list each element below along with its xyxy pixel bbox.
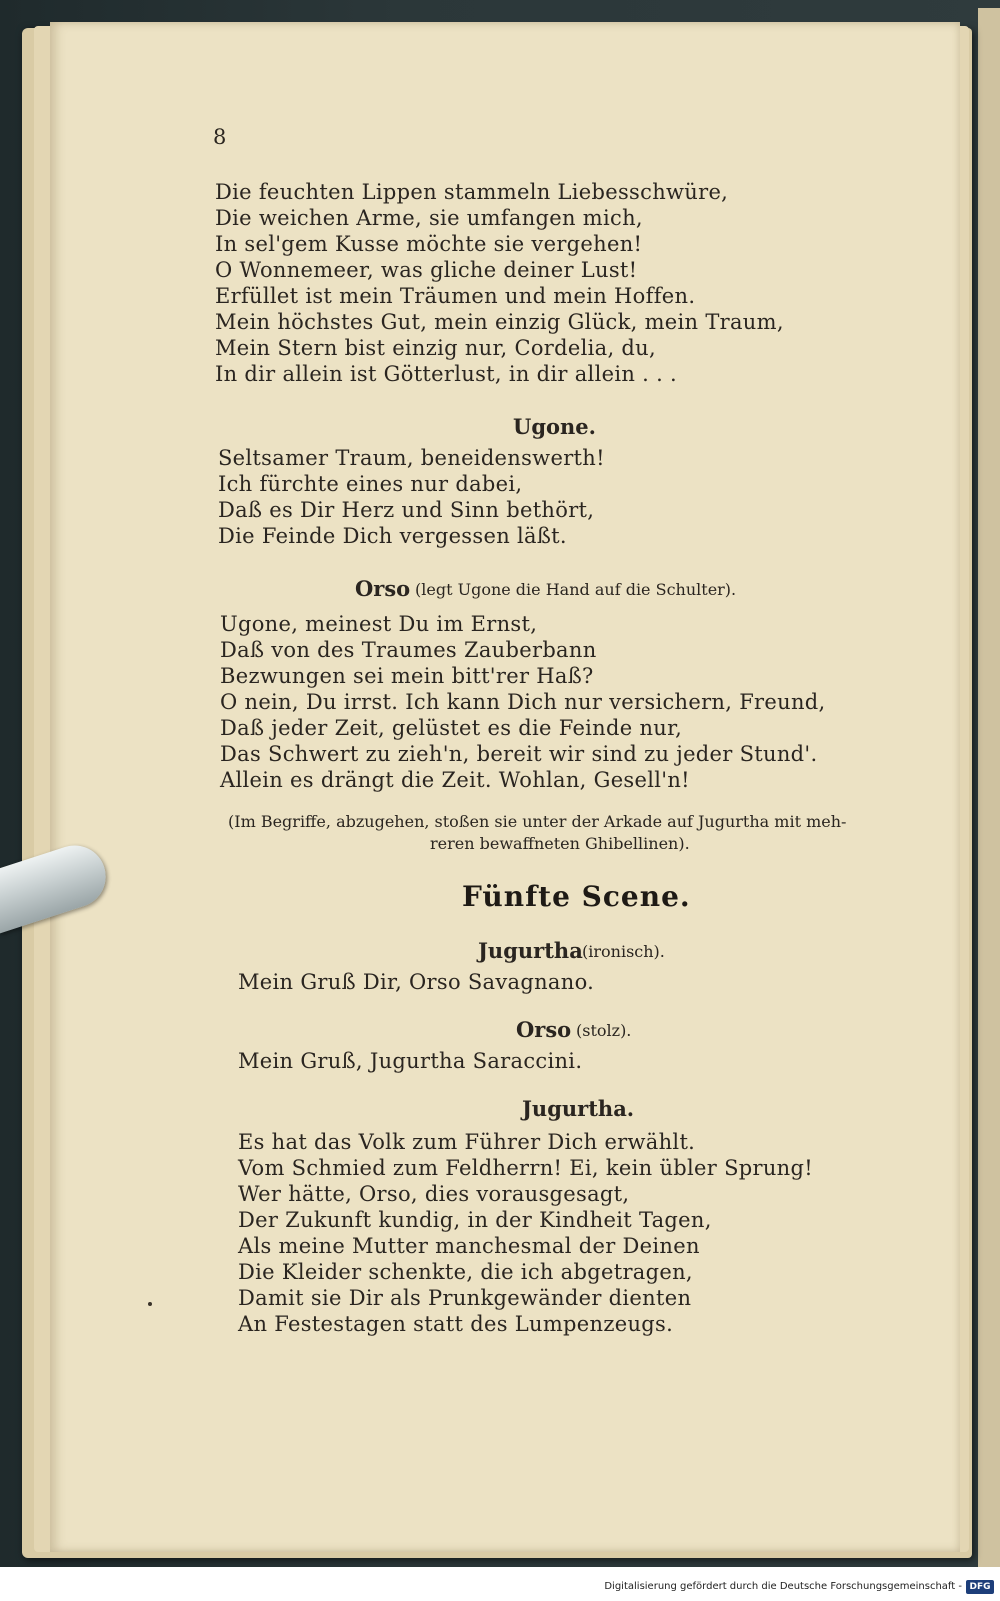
right-page-edge [978,8,1000,1568]
verse-line: Der Zukunft kundig, in der Kindheit Tagen, [238,1208,712,1232]
stage-direction: (legt Ugone die Hand auf die Schulter). [415,580,737,599]
verse-line: Die Feinde Dich vergessen läßt. [218,524,567,548]
verse-line: In dir allein ist Götterlust, in dir allein . . . [215,362,678,386]
speaker-name: Jugurtha [478,938,583,963]
page-number: 8 [213,125,227,149]
verse-line: Es hat das Volk zum Führer Dich erwählt. [238,1130,696,1154]
verse-line: Daß von des Traumes Zauberbann [220,638,597,662]
verse-line: Die weichen Arme, sie umfangen mich, [215,206,643,230]
speaker-name: Ugone. [513,414,596,439]
speaker-name: Orso [516,1017,572,1042]
verse-line: Die Kleider schenkte, die ich abgetragen, [238,1260,693,1284]
verse-line: An Festestagen statt des Lumpenzeugs. [238,1312,674,1336]
verse-line: In sel'gem Kusse möchte sie vergehen! [215,232,643,256]
footer-bar [0,1567,1000,1601]
verse-line: Das Schwert zu zieh'n, bereit wir sind zu jeder Stund'. [220,742,818,766]
dfg-logo-icon: DFG [966,1580,994,1594]
speaker-name: Orso [355,576,411,601]
verse-line: Ich fürchte eines nur dabei, [218,472,523,496]
verse-line: Mein Stern bist einzig nur, Cordelia, du, [215,336,656,360]
verse-line: Ugone, meinest Du im Ernst, [220,612,538,636]
verse-line: Damit sie Dir als Prunkgewänder dienten [238,1286,692,1310]
verse-line: Seltsamer Traum, beneidenswerth! [218,446,605,470]
verse-line: Bezwungen sei mein bitt'rer Haß? [220,664,594,688]
verse-line: O Wonnemeer, was gliche deiner Lust! [215,258,638,282]
stage-direction: (stolz). [576,1021,632,1040]
verse-line: Mein höchstes Gut, mein einzig Glück, mein Traum, [215,310,784,334]
verse-line: Als meine Mutter manchesmal der Deinen [238,1234,700,1258]
stage-direction: (ironisch). [582,942,665,961]
verse-line: Daß jeder Zeit, gelüstet es die Feinde nur, [220,716,683,740]
verse-line: Die feuchten Lippen stammeln Liebesschwüre, [215,180,729,204]
speaker-name: Jugurtha. [522,1096,635,1121]
scene-heading: Fünfte Scene. [462,880,691,913]
verse-line: Mein Gruß, Jugurtha Saraccini. [238,1049,583,1073]
verse-line: Allein es drängt die Zeit. Wohlan, Gesell'n! [220,768,690,792]
verse-line: Mein Gruß Dir, Orso Savagnano. [238,970,595,994]
ink-speck [148,1302,152,1306]
funding-credit: Digitalisierung gefördert durch die Deutsche Forschungsgemeinschaft - [604,1581,962,1592]
stage-direction: reren bewaffneten Ghibellinen). [430,834,690,853]
verse-line: O nein, Du irrst. Ich kann Dich nur versichern, Freund, [220,690,826,714]
verse-line: Daß es Dir Herz und Sinn bethört, [218,498,595,522]
verse-line: Vom Schmied zum Feldherrn! Ei, kein übler Sprung! [238,1156,813,1180]
verse-line: Wer hätte, Orso, dies vorausgesagt, [238,1182,630,1206]
stage-direction: (Im Begriffe, abzugehen, stoßen sie unter der Arkade auf Jugurtha mit meh- [228,812,847,831]
verse-line: Erfüllet ist mein Träumen und mein Hoffen. [215,284,696,308]
